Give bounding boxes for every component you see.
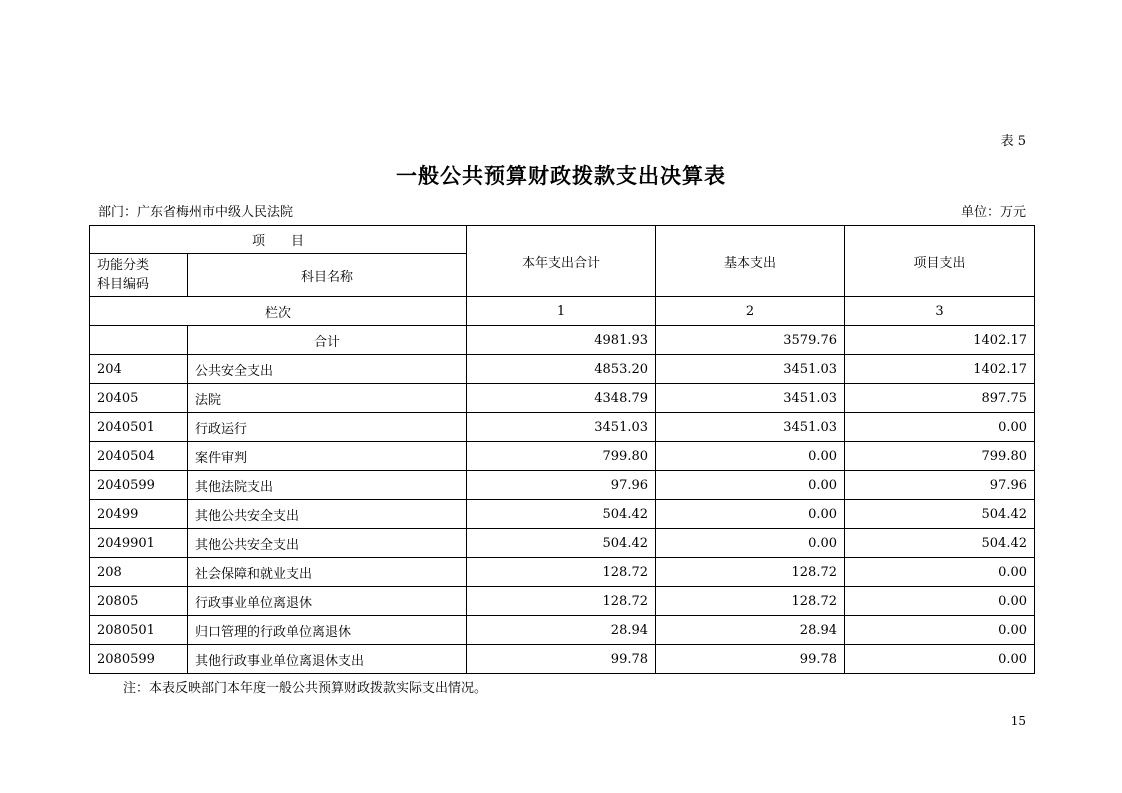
code-cell: 20805 [90,587,188,616]
column-number-3: 3 [845,297,1035,326]
table-number: 表 5 [1000,134,1026,149]
table-row [90,471,1035,500]
header-basic: 基本支出 [656,226,845,297]
table-row [90,413,1035,442]
total-cell: 4348.79 [467,384,656,413]
total-cell: 128.72 [467,558,656,587]
page-title: 一般公共预算财政拨款支出决算表 [396,163,726,188]
project-cell: 1402.17 [845,355,1035,384]
expenditure-table [89,225,1035,674]
table-row [90,616,1035,645]
code-cell: 204 [90,355,188,384]
code-cell: 2040501 [90,413,188,442]
project-cell: 504.42 [845,529,1035,558]
table-row [90,442,1035,471]
column-order-label: 栏次 [90,297,467,326]
name-cell: 其他行政事业单位离退休支出 [188,645,467,674]
name-cell: 行政事业单位离退休 [188,587,467,616]
project-cell: 0.00 [845,616,1035,645]
header-total: 本年支出合计 [467,226,656,297]
total-code-cell [90,326,188,355]
basic-cell: 28.94 [656,616,845,645]
basic-cell: 128.72 [656,587,845,616]
header-item: 项 目 [90,226,467,254]
total-cell: 97.96 [467,471,656,500]
total-cell: 504.42 [467,529,656,558]
basic-cell: 128.72 [656,558,845,587]
total-cell: 504.42 [467,500,656,529]
total-cell: 28.94 [467,616,656,645]
name-cell: 案件审判 [188,442,467,471]
basic-cell: 99.78 [656,645,845,674]
total-cell: 799.80 [467,442,656,471]
header-code [90,254,188,297]
total-project-cell: 1402.17 [845,326,1035,355]
project-cell: 0.00 [845,587,1035,616]
header-code-line1: 功能分类 [97,258,150,273]
footnote: 注：本表反映部门本年度一般公共预算财政拨款实际支出情况。 [123,681,488,696]
header-code-line2: 科目编码 [97,277,150,292]
total-row [90,326,1035,355]
header-row-item [90,226,1035,254]
header-project: 项目支出 [845,226,1035,297]
total-cell: 99.78 [467,645,656,674]
basic-cell: 0.00 [656,529,845,558]
name-cell: 法院 [188,384,467,413]
code-cell: 2049901 [90,529,188,558]
project-cell: 897.75 [845,384,1035,413]
basic-cell: 3451.03 [656,384,845,413]
project-cell: 504.42 [845,500,1035,529]
name-cell: 归口管理的行政单位离退休 [188,616,467,645]
basic-cell: 0.00 [656,471,845,500]
code-cell: 20405 [90,384,188,413]
project-cell: 0.00 [845,558,1035,587]
project-cell: 0.00 [845,413,1035,442]
table-row [90,355,1035,384]
code-cell: 2080501 [90,616,188,645]
basic-cell: 0.00 [656,500,845,529]
code-cell: 20499 [90,500,188,529]
page-number: 15 [1010,714,1026,728]
column-number-1: 1 [467,297,656,326]
project-cell: 97.96 [845,471,1035,500]
basic-cell: 3451.03 [656,413,845,442]
total-cell: 128.72 [467,587,656,616]
total-basic-cell: 3579.76 [656,326,845,355]
table-row [90,558,1035,587]
column-number-2: 2 [656,297,845,326]
name-cell: 社会保障和就业支出 [188,558,467,587]
total-cell: 4853.20 [467,355,656,384]
total-cell: 3451.03 [467,413,656,442]
total-total-cell: 4981.93 [467,326,656,355]
department-label: 部门：广东省梅州市中级人民法院 [98,205,294,220]
name-cell: 其他公共安全支出 [188,529,467,558]
total-label: 合计 [188,326,467,355]
header-subject-name: 科目名称 [188,254,467,297]
table-row [90,384,1035,413]
table-row [90,587,1035,616]
table-row [90,645,1035,674]
unit-label: 单位：万元 [960,205,1026,220]
basic-cell: 3451.03 [656,355,845,384]
table-row [90,500,1035,529]
name-cell: 其他法院支出 [188,471,467,500]
column-order-row [90,297,1035,326]
name-cell: 行政运行 [188,413,467,442]
basic-cell: 0.00 [656,442,845,471]
name-cell: 其他公共安全支出 [188,500,467,529]
name-cell: 公共安全支出 [188,355,467,384]
code-cell: 2040599 [90,471,188,500]
code-cell: 208 [90,558,188,587]
project-cell: 0.00 [845,645,1035,674]
code-cell: 2040504 [90,442,188,471]
project-cell: 799.80 [845,442,1035,471]
table-row [90,529,1035,558]
code-cell: 2080599 [90,645,188,674]
